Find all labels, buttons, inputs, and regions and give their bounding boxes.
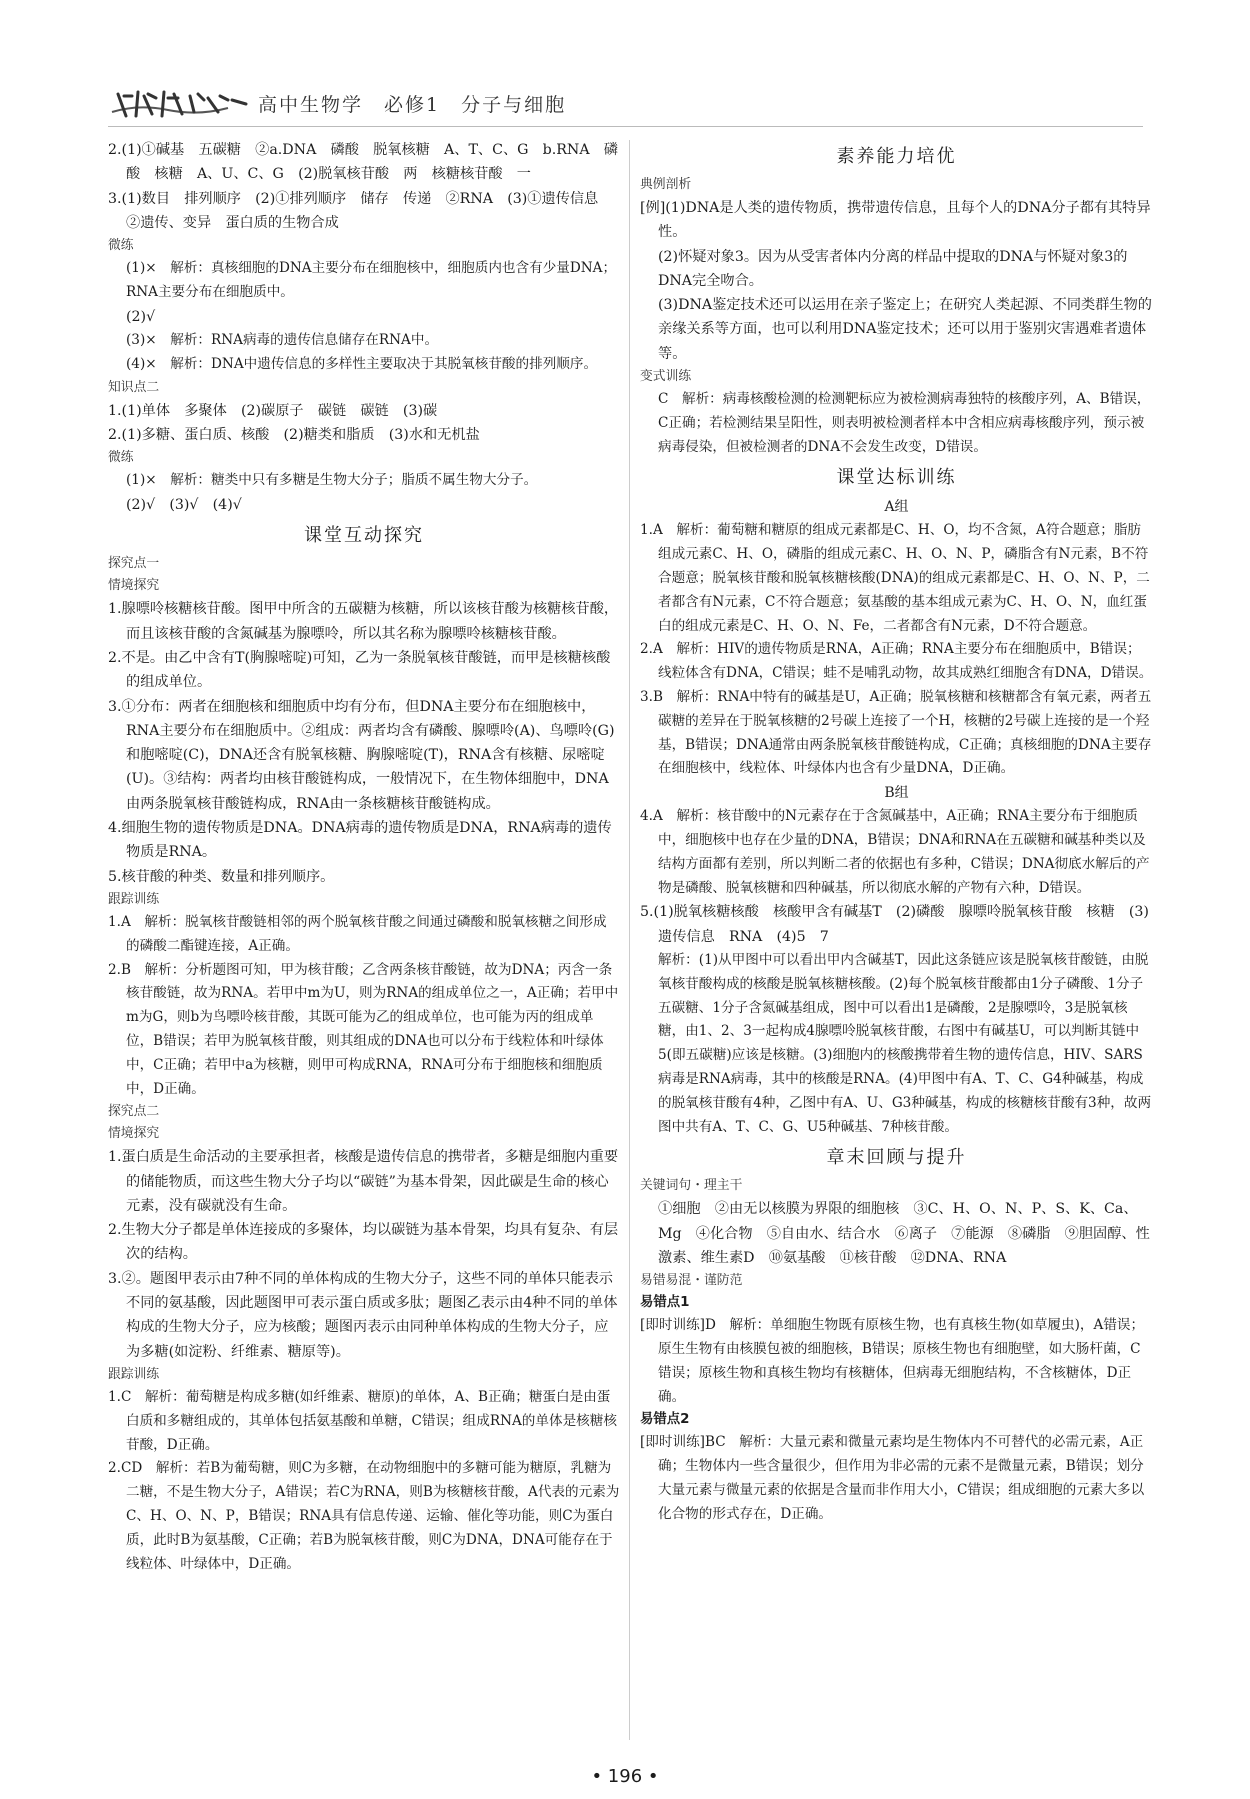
subheading-knowledge-point-2: 知识点二 [108, 379, 160, 395]
error-point-label: 易错点1 [640, 1295, 690, 1311]
answer-item: 1.蛋白质是生命活动的主要承担者，核酸是遗传信息的携带者，多糖是细胞内重要的储能物质，而这些生物大分子均以“碳链”为基本骨架，因此碳是生命的核心元素，没有碳就没有生命。 [108, 1149, 619, 1214]
answer-item: (1)× 解析：糖类中只有多糖是生物大分子；脂质不属生物大分子。 [126, 472, 538, 489]
section-title: 素养能力培优 [836, 146, 957, 167]
subheading-practice: 微练 [108, 450, 134, 466]
answer-item: 2.(1)多糖、蛋白质、核酸 (2)糖类和脂质 (3)水和无机盐 [108, 426, 480, 443]
answer-item: 解析：(1)从甲图中可以看出甲内含碱基T，因此这条链应该是脱氧核苷酸链，由脱氧核苷酸构成的核酸是脱氧核糖核酸。(2)每个脱氧核苷酸都由1分子磷酸、1分子五碳糖、1分子含氮碱基组成，图中可以看出1是磷酸，2是腺嘌呤，3是脱氧核糖，由1、2、3一起构成4腺嘌呤脱氧核苷酸，右图中有碱基U，可以判断其链中5(即五碳糖)应该是核糖。(3)细胞内的核酸携带着生物的遗传信息，HIV、SARS病毒是RNA病毒，其中的核酸是RNA。(4)甲图中有A、T、C、G4种碱基，构成的脱氧核苷酸有4种，乙图中有A、U、G3种碱基，构成的核糖核苷酸有3种，故两图中共有A、T、C、G、U5种碱基、7种核苷酸。 [658, 952, 1152, 1135]
subheading-explore-1: 探究点一 [108, 556, 160, 572]
answer-item: 4.细胞生物的遗传物质是DNA。DNA病毒的遗传物质是DNA，RNA病毒的遗传物质是RNA。 [108, 820, 612, 861]
subheading-key-phrases: 关键词句・理主干 [640, 1178, 743, 1194]
page-header [108, 82, 1143, 122]
answer-item: 1.(1)单体 多聚体 (2)碳原子 碳链 碳链 (3)碳 [108, 402, 438, 419]
answer-item: 1.A 解析：葡萄糖和糖原的组成元素都是C、H、O，均不含氮，A符合题意；脂肪组成元素C、H、O，磷脂的组成元素C、H、O、N、P，磷脂含有N元素，B不符合题意；脱氧核苷酸和脱氧核糖核酸(DNA)的组成元素都是C、H、O、N、P，二者都含有N元素，C不符合题意；氨基酸的基本组成元素为C、H、O、N，血红蛋白的组成元素是C、H、O、N、Fe，二者都含有N元素，D不符合题意。 [640, 522, 1150, 634]
answer-item: (3)× 解析：RNA病毒的遗传信息储存在RNA中。 [126, 332, 439, 349]
answer-item: (2)√ [126, 308, 156, 325]
answer-item: 4.A 解析：核苷酸中的N元素存在于含氮碱基中，A正确；RNA主要分布于细胞质中，细胞核中也存在少量的DNA，B错误；DNA和RNA在五碳糖和碱基种类以及结构方面都有差别，所以判断二者的依据也有多种，C错误；DNA彻底水解后的产物是磷酸、脱氧核糖和四种碱基，所以彻底水解的产物有六种，D错误。 [640, 808, 1150, 896]
answer-item: 2.CD 解析：若B为葡萄糖，则C为多糖，在动物细胞中的多糖可能为糖原，乳糖为二糖，不是生物大分子，A错误；若C为RNA，则B为核糖核苷酸，A代表的元素为C、H、O、N、P，B错误；RNA具有信息传递、运输、催化等功能，则C为蛋白质，此时B为氨基酸，C正确；若B为脱氧核苷酸，则C为DNA，DNA可能存在于线粒体、叶绿体中，D正确。 [108, 1460, 620, 1572]
subheading-scenario: 情境探究 [108, 578, 160, 594]
answer-item: C 解析：病毒核酸检测的检测靶标应为被检测病毒独特的核酸序列，A、B错误，C正确；若检测结果呈阳性，则表明被检测者样本中含相应病毒核酸序列，预示被病毒侵染，但被检测者的DNA不会发生改变，D错误。 [658, 391, 1151, 455]
answer-item: (3)DNA鉴定技术还可以运用在亲子鉴定上；在研究人类起源、不同类群生物的亲缘关系等方面，也可以利用DNA鉴定技术；还可以用于鉴别灾害遇难者遗体等。 [658, 297, 1152, 362]
subheading-practice: 微练 [108, 238, 134, 254]
running-figures-logo [108, 86, 253, 120]
subheading-common-errors: 易错易混・谨防范 [640, 1273, 743, 1289]
answer-item: 1.A 解析：脱氧核苷酸链相邻的两个脱氧核苷酸之间通过磷酸和脱氧核糖之间形成的磷酸二酯键连接，A正确。 [108, 913, 607, 954]
group-label-a: A组 [884, 499, 909, 516]
answer-item: 1.C 解析：葡萄糖是构成多糖(如纤维素、糖原)的单体，A、B正确；糖蛋白是由蛋白质和多糖组成的，其单体包括氨基酸和单糖，C错误；组成RNA的单体是核糖核苷酸，D正确。 [108, 1388, 617, 1453]
header-title: 高中生物学 必修1 分子与细胞 [258, 94, 567, 116]
subheading-explore-2: 探究点二 [108, 1104, 160, 1120]
answer-item: (2)√ (3)√ (4)√ [126, 497, 242, 514]
answer-item: 1.腺嘌呤核糖核苷酸。图甲中所含的五碳糖为核糖，所以该核苷酸为核糖核苷酸，而且该核苷酸的含氮碱基为腺嘌呤，所以其名称为腺嘌呤核糖核苷酸。 [108, 601, 619, 642]
answer-item: 5.(1)脱氧核糖核酸 核酸甲含有碱基T (2)磷酸 腺嘌呤脱氧核苷酸 核糖 (3)遗传信息 RNA (4)5 7 [640, 904, 1149, 945]
subheading-tracking: 跟踪训练 [108, 1366, 160, 1382]
section-title: 课堂达标训练 [836, 467, 957, 489]
left-column [108, 138, 620, 1576]
answer-item: 2.A 解析：HIV的遗传物质是RNA，A正确；RNA主要分布在细胞质中，B错误；线粒体含有DNA，C错误；蛙不是哺乳动物，故其成熟红细胞含有DNA，D错误。 [640, 641, 1153, 682]
answer-item: [即时训练]BC 解析：大量元素和微量元素均是生物体内不可替代的必需元素，A正确；生物体内一些含量很少，但作用为非必需的元素不是微量元素，B错误；划分大量元素与微量元素的依据是含量而非作用大小，C错误；组成细胞的元素大多以化合物的形式存在，D正确。 [640, 1434, 1145, 1522]
answer-item: 3.①分布：两者在细胞核和细胞质中均有分布，但DNA主要分布在细胞核中，RNA主要分布在细胞质中。②组成：两者均含有磷酸、腺嘌呤(A)、鸟嘌呤(G)和胞嘧啶(C)，DNA还含有脱氧核糖、胸腺嘧啶(T)，RNA含有核糖、尿嘧啶(U)。③结构：两者均由核苷酸链构成，一般情况下，在生物体细胞中，DNA由两条脱氧核苷酸链构成，RNA由一条核糖核苷酸链构成。 [108, 698, 615, 812]
answer-item: 2.不是。由乙中含有T(胸腺嘧啶)可知，乙为一条脱氧核苷酸链，而甲是核糖核酸的组成单位。 [108, 649, 611, 691]
answer-item: [即时训练]D 解析：单细胞生物既有原核生物，也有真核生物(如草履虫)，A错误；原生生物有由核膜包被的细胞核，B错误；原核生物也有细胞壁，如大肠杆菌，C错误；原核生物和真核生物均有核糖体，但病毒无细胞结构，不含核糖体，D正确。 [640, 1317, 1145, 1405]
answer-item: 2.(1)①碱基 五碳糖 ②a.DNA 磷酸 脱氧核糖 A、T、C、G b.RNA 磷酸 核糖 A、U、C、G (2)脱氧核苷酸 两 核糖核苷酸 一 [108, 142, 618, 183]
subheading-scenario: 情境探究 [108, 1126, 160, 1142]
page-number: • 196 • [591, 1766, 659, 1787]
answer-item: (1)× 解析：真核细胞的DNA主要分布在细胞核中，细胞质内也含有少量DNA；RNA主要分布在细胞质中。 [126, 260, 617, 300]
header-rule [108, 126, 1143, 127]
answer-item: (4)× 解析：DNA中遗传信息的多样性主要取决于其脱氧核苷酸的排列顺序。 [126, 355, 598, 372]
answer-item: 3.②。题图甲表示由7种不同的单体构成的生物大分子，这些不同的单体只能表示不同的氨基酸，因此题图甲可表示蛋白质或多肽；题图乙表示由4种不同的单体构成的生物大分子，应为核酸；题图丙表示由同种单体构成的生物大分子，应为多糖(如淀粉、纤维素、糖原等)。 [108, 1270, 618, 1360]
answer-item: 3.B 解析：RNA中特有的碱基是U，A正确；脱氧核糖和核糖都含有氧元素，两者五碳糖的差异在于脱氧核糖的2号碳上连接了一个H，核糖的2号碳上连接的是一个羟基，B错误；DNA通常由两条脱氧核苷酸链构成，C正确；真核细胞的DNA主要存在细胞核中，线粒体、叶绿体内也含有少量DNA，D正确。 [640, 689, 1152, 777]
section-title: 课堂互动探究 [304, 525, 424, 547]
answer-item: 3.(1)数目 排列顺序 (2)①排列顺序 储存 传递 ②RNA (3)①遗传信息 ②遗传、变异 蛋白质的生物合成 [108, 190, 613, 231]
chapter-review-title: 章末回顾与提升 [826, 1147, 967, 1169]
subheading-tracking: 跟踪训练 [108, 891, 160, 907]
answer-item: 2.B 解析：分析题图可知，甲为核苷酸；乙含两条核苷酸链，故为DNA；丙含一条核苷酸链，故为RNA。若甲中m为U，则为RNA的组成单位之一，A正确；若甲中m为G，则b为鸟嘌呤核苷酸，其既可能为乙的组成单位，也可能为丙的组成单位，B错误；若甲为脱氧核苷酸，则其组成的DNA也可以分布于线粒体和叶绿体中，C正确；若甲中a为核糖，则甲可构成RNA，RNA可分布于细胞核和细胞质中，D正确。 [108, 961, 619, 1097]
subheading-variant: 变式训练 [640, 369, 692, 385]
answer-item: 2.生物大分子都是单体连接成的多聚体，均以碳链为基本骨架，均具有复杂、有层次的结构。 [108, 1222, 619, 1263]
column-divider [629, 140, 630, 1740]
right-column [640, 138, 1153, 1527]
subheading-example: 典例剖析 [640, 177, 692, 192]
answer-item: [例](1)DNA是人类的遗传物质，携带遗传信息，且每个人的DNA分子都有其特异性。 [640, 200, 1151, 241]
answer-item: (2)怀疑对象3。因为从受害者体内分离的样品中提取的DNA与怀疑对象3的DNA完全吻合。 [658, 248, 1128, 289]
answer-item: ①细胞 ②由无以核膜为界限的细胞核 ③C、H、O、N、P、S、K、Ca、Mg ④化合物 ⑤自由水、结合水 ⑥离子 ⑦能源 ⑧磷脂 ⑨胆固醇、性激素、维生素D ⑩氨基酸 ⑪核苷酸 ⑫DNA、RNA [658, 1201, 1150, 1266]
answer-item: 5.核苷酸的种类、数量和排列顺序。 [108, 868, 335, 885]
group-label-b: B组 [884, 785, 909, 802]
error-point-label: 易错点2 [640, 1412, 690, 1428]
